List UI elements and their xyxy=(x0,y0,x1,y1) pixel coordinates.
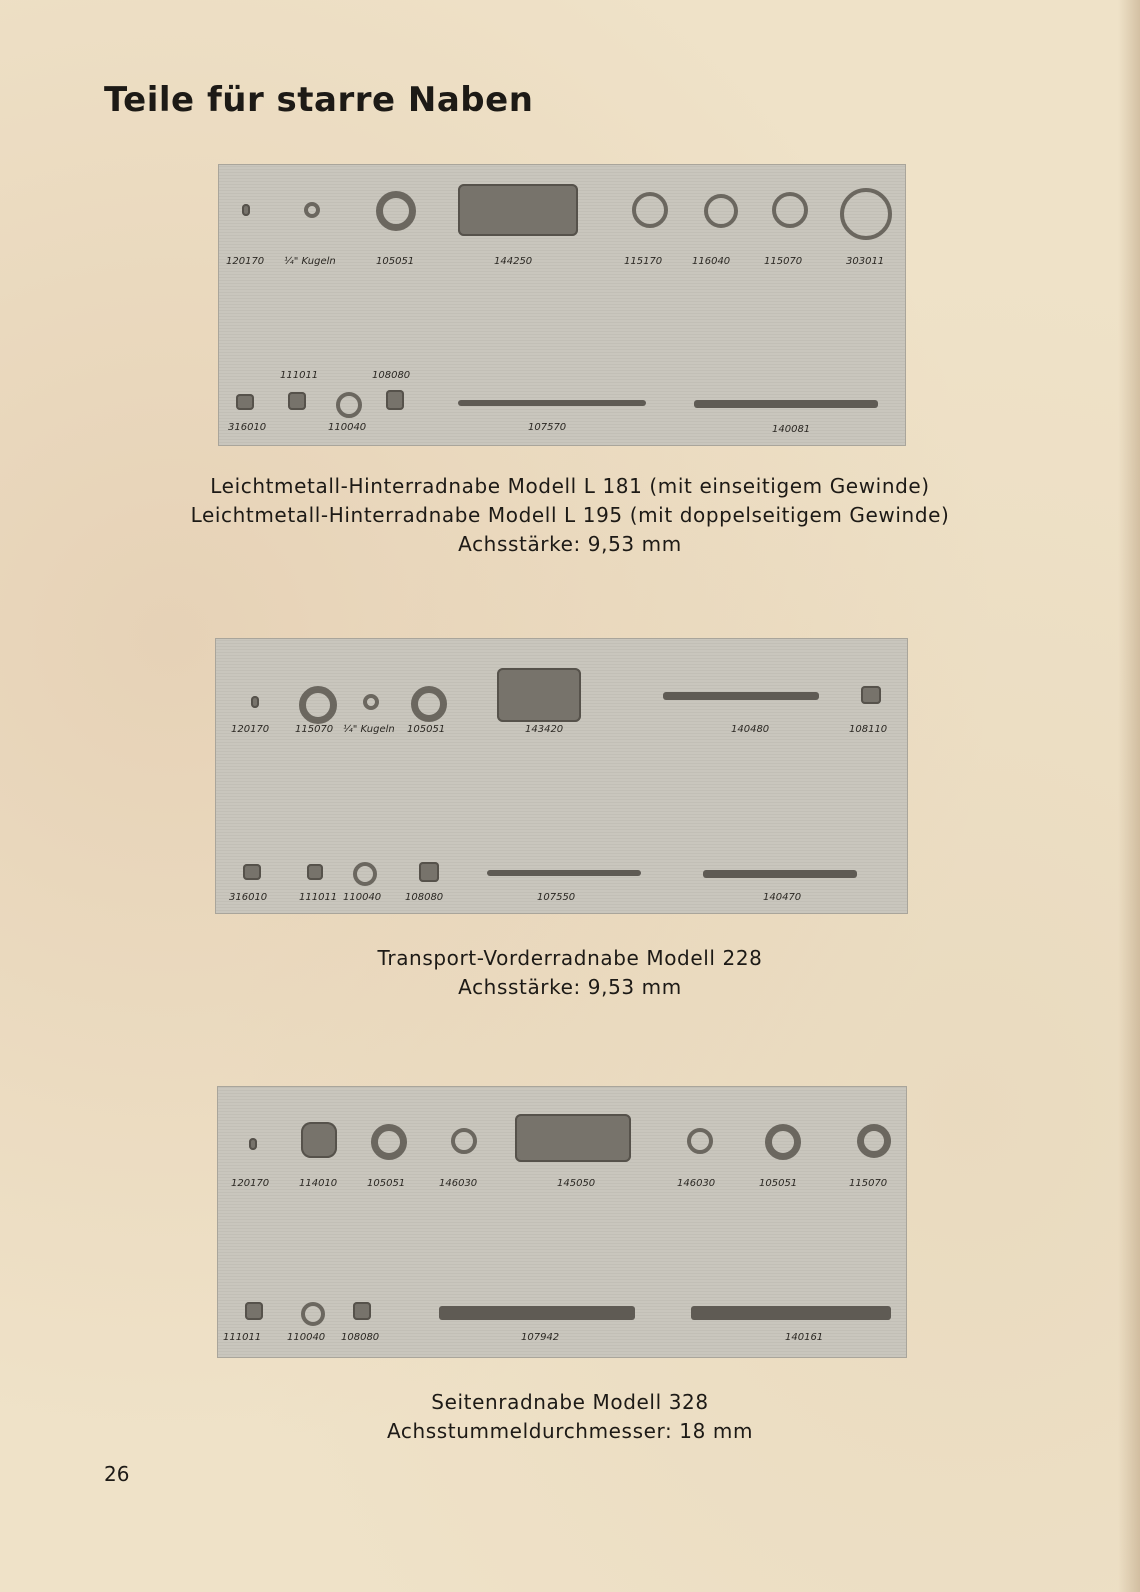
stub-axle-part xyxy=(439,1306,635,1320)
hub-shell-part xyxy=(458,184,578,236)
part-number-label: 316010 xyxy=(229,892,268,903)
part-number-label: 140161 xyxy=(785,1332,824,1343)
parts-photo-plate-2 xyxy=(215,638,908,914)
part-number-label: 115070 xyxy=(295,724,334,735)
cone-part xyxy=(299,686,337,724)
plate-3-caption xyxy=(0,1388,1140,1446)
nut-part xyxy=(236,394,254,410)
caption-line: Leichtmetall-Hinterradnabe Modell L 195 (mit doppelseitigem Gewinde) xyxy=(190,503,950,527)
part-number-label: 114010 xyxy=(299,1178,338,1189)
caption-line: Achsstärke: 9,53 mm xyxy=(458,975,682,999)
balls-part xyxy=(363,694,379,710)
part-number-label: 120170 xyxy=(226,256,265,267)
part-number-label: 146030 xyxy=(439,1178,478,1189)
part-number-label: ¼" Kugeln xyxy=(284,256,336,267)
part-number-label: 110040 xyxy=(328,422,367,433)
caption-line: Leichtmetall-Hinterradnabe Modell L 181 (mit einseitigem Gewinde) xyxy=(210,474,930,498)
screw-part xyxy=(242,204,250,216)
caption-line: Achsstummeldurchmesser: 18 mm xyxy=(386,1419,754,1443)
cone-nut-part xyxy=(419,862,439,882)
caption-line: Seitenradnabe Modell 328 xyxy=(431,1390,709,1414)
washer-part xyxy=(336,392,362,418)
part-number-label: 115170 xyxy=(624,256,663,267)
axle-assembly-part xyxy=(663,692,819,700)
ring-part xyxy=(772,192,808,228)
part-number-label: 140470 xyxy=(763,892,802,903)
part-number-label: 108080 xyxy=(341,1332,380,1343)
nut-part xyxy=(288,392,306,410)
caption-line: Transport-Vorderradnabe Modell 228 xyxy=(377,946,763,970)
part-number-label: 146030 xyxy=(677,1178,716,1189)
page-title: Teile für starre Naben xyxy=(104,80,534,120)
axle-assembly-part xyxy=(703,870,857,878)
ring-part xyxy=(632,192,668,228)
part-number-label: 303011 xyxy=(846,256,885,267)
plate-2-caption xyxy=(0,944,1140,1002)
part-number-label: 140480 xyxy=(731,724,770,735)
cone-part xyxy=(371,1124,407,1160)
caption-line: Achsstärke: 9,53 mm xyxy=(458,532,682,556)
nut-part xyxy=(307,864,323,880)
part-number-label: 105051 xyxy=(407,724,446,735)
axle-part xyxy=(458,400,646,406)
part-number-label: 110040 xyxy=(343,892,382,903)
part-number-label: 145050 xyxy=(557,1178,596,1189)
cone-nut-part xyxy=(353,1302,371,1320)
part-number-label: 116040 xyxy=(692,256,731,267)
cone-nut-part xyxy=(386,390,404,410)
part-number-label: 111011 xyxy=(280,370,319,381)
parts-photo-plate-1 xyxy=(218,164,906,446)
dust-cap-part xyxy=(840,188,892,240)
part-number-label: 108110 xyxy=(849,724,888,735)
part-number-label: 105051 xyxy=(376,256,415,267)
balls-part xyxy=(304,202,320,218)
washer-part xyxy=(301,1302,325,1326)
page-number: 26 xyxy=(104,1462,130,1486)
part-number-label: 120170 xyxy=(231,724,270,735)
bushing-part xyxy=(301,1122,337,1158)
part-number-label: 144250 xyxy=(494,256,533,267)
part-number-label: 316010 xyxy=(228,422,267,433)
part-number-label: 110040 xyxy=(287,1332,326,1343)
nut-part xyxy=(861,686,881,704)
plate-1-caption xyxy=(0,472,1140,559)
part-number-label: 108080 xyxy=(405,892,444,903)
nut-part xyxy=(243,864,261,880)
part-number-label: 115070 xyxy=(764,256,803,267)
part-number-label: 107570 xyxy=(528,422,567,433)
hub-shell-part xyxy=(515,1114,631,1162)
ring-part xyxy=(704,194,738,228)
lock-washer-part xyxy=(451,1128,477,1154)
part-number-label: 105051 xyxy=(367,1178,406,1189)
part-number-label: 120170 xyxy=(231,1178,270,1189)
axle-part xyxy=(487,870,641,876)
part-number-label: 108080 xyxy=(372,370,411,381)
part-number-label: 107942 xyxy=(521,1332,560,1343)
nut-part xyxy=(245,1302,263,1320)
cone-part xyxy=(411,686,447,722)
parts-photo-plate-3 xyxy=(217,1086,907,1358)
washer-part xyxy=(353,862,377,886)
cone-part xyxy=(857,1124,891,1158)
screw-part xyxy=(251,696,259,708)
part-number-label: 143420 xyxy=(525,724,564,735)
lock-washer-part xyxy=(687,1128,713,1154)
part-number-label: 107550 xyxy=(537,892,576,903)
page-edge-shadow xyxy=(1118,0,1140,1592)
cone-part xyxy=(765,1124,801,1160)
cone-part xyxy=(376,191,416,231)
part-number-label: 140081 xyxy=(772,424,811,435)
axle-assembly-part xyxy=(694,400,878,408)
part-number-label: 111011 xyxy=(299,892,338,903)
part-number-label: 105051 xyxy=(759,1178,798,1189)
part-number-label: ¼" Kugeln xyxy=(343,724,395,735)
part-number-label: 115070 xyxy=(849,1178,888,1189)
stub-axle-assembly-part xyxy=(691,1306,891,1320)
part-number-label: 111011 xyxy=(223,1332,262,1343)
hub-shell-part xyxy=(497,668,581,722)
screw-part xyxy=(249,1138,257,1150)
